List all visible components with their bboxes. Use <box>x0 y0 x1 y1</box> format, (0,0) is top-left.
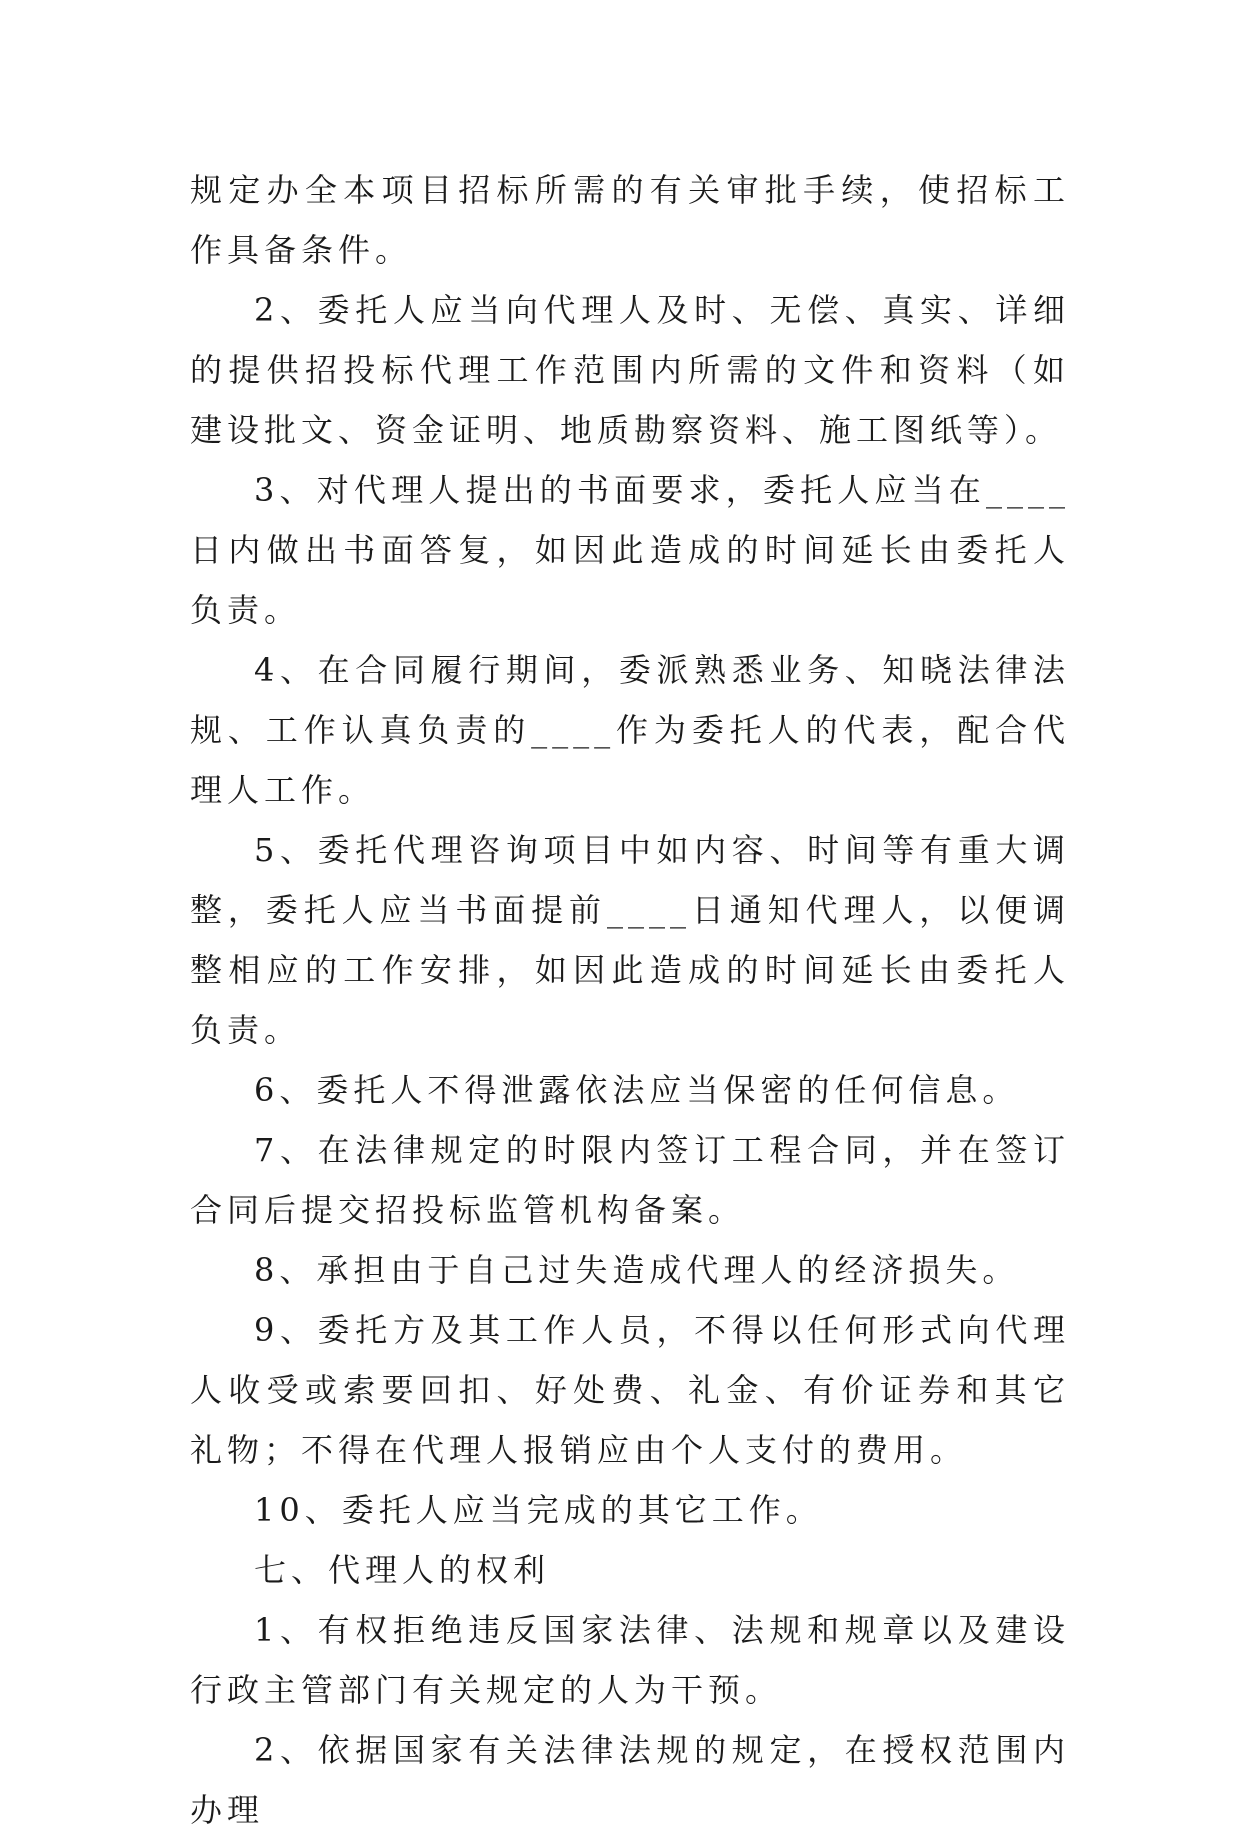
section-heading-agent-rights: 七、代理人的权利 <box>254 1551 551 1589</box>
paragraph-2: 2、委托人应当向代理人及时、无偿、真实、详细的提供招投标代理工作范围内所需的文件和资料（如建设批文、资金证明、地质勘察资料、施工图纸等）。 <box>190 291 1070 449</box>
paragraph-9: 9、委托方及其工作人员，不得以任何形式向代理人收受或索要回扣、好处费、礼金、有价证券和其它礼物；不得在代理人报销应由个人支付的费用。 <box>190 1311 1070 1469</box>
paragraph-1: 规定办全本项目招标所需的有关审批手续，使招标工作具备条件。 <box>190 171 1070 269</box>
paragraph-12: 1、有权拒绝违反国家法律、法规和规章以及建设行政主管部门有关规定的人为干预。 <box>190 1611 1070 1709</box>
paragraph-4: 4、在合同履行期间，委派熟悉业务、知晓法律法规、工作认真负责的____作为委托人的代表，配合代理人工作。 <box>190 651 1070 809</box>
paragraph-8: 8、承担由于自己过失造成代理人的经济损失。 <box>254 1251 1020 1289</box>
paragraph-5: 5、委托代理咨询项目中如内容、时间等有重大调整，委托人应当书面提前____日通知代理人，以便调整相应的工作安排，如因此造成的时间延长由委托人负责。 <box>190 831 1070 1049</box>
paragraph-13: 2、依据国家有关法律法规的规定，在授权范围内办理 <box>190 1731 1070 1829</box>
paragraph-7: 7、在法律规定的时限内签订工程合同，并在签订合同后提交招投标监管机构备案。 <box>190 1131 1070 1229</box>
paragraph-6: 6、委托人不得泄露依法应当保密的任何信息。 <box>254 1071 1020 1109</box>
paragraph-10: 10、委托人应当完成的其它工作。 <box>254 1491 823 1529</box>
paragraph-3: 3、对代理人提出的书面要求，委托人应当在____日内做出书面答复，如因此造成的时间延长由委托人负责。 <box>190 471 1070 629</box>
document-body <box>190 160 1070 1840</box>
